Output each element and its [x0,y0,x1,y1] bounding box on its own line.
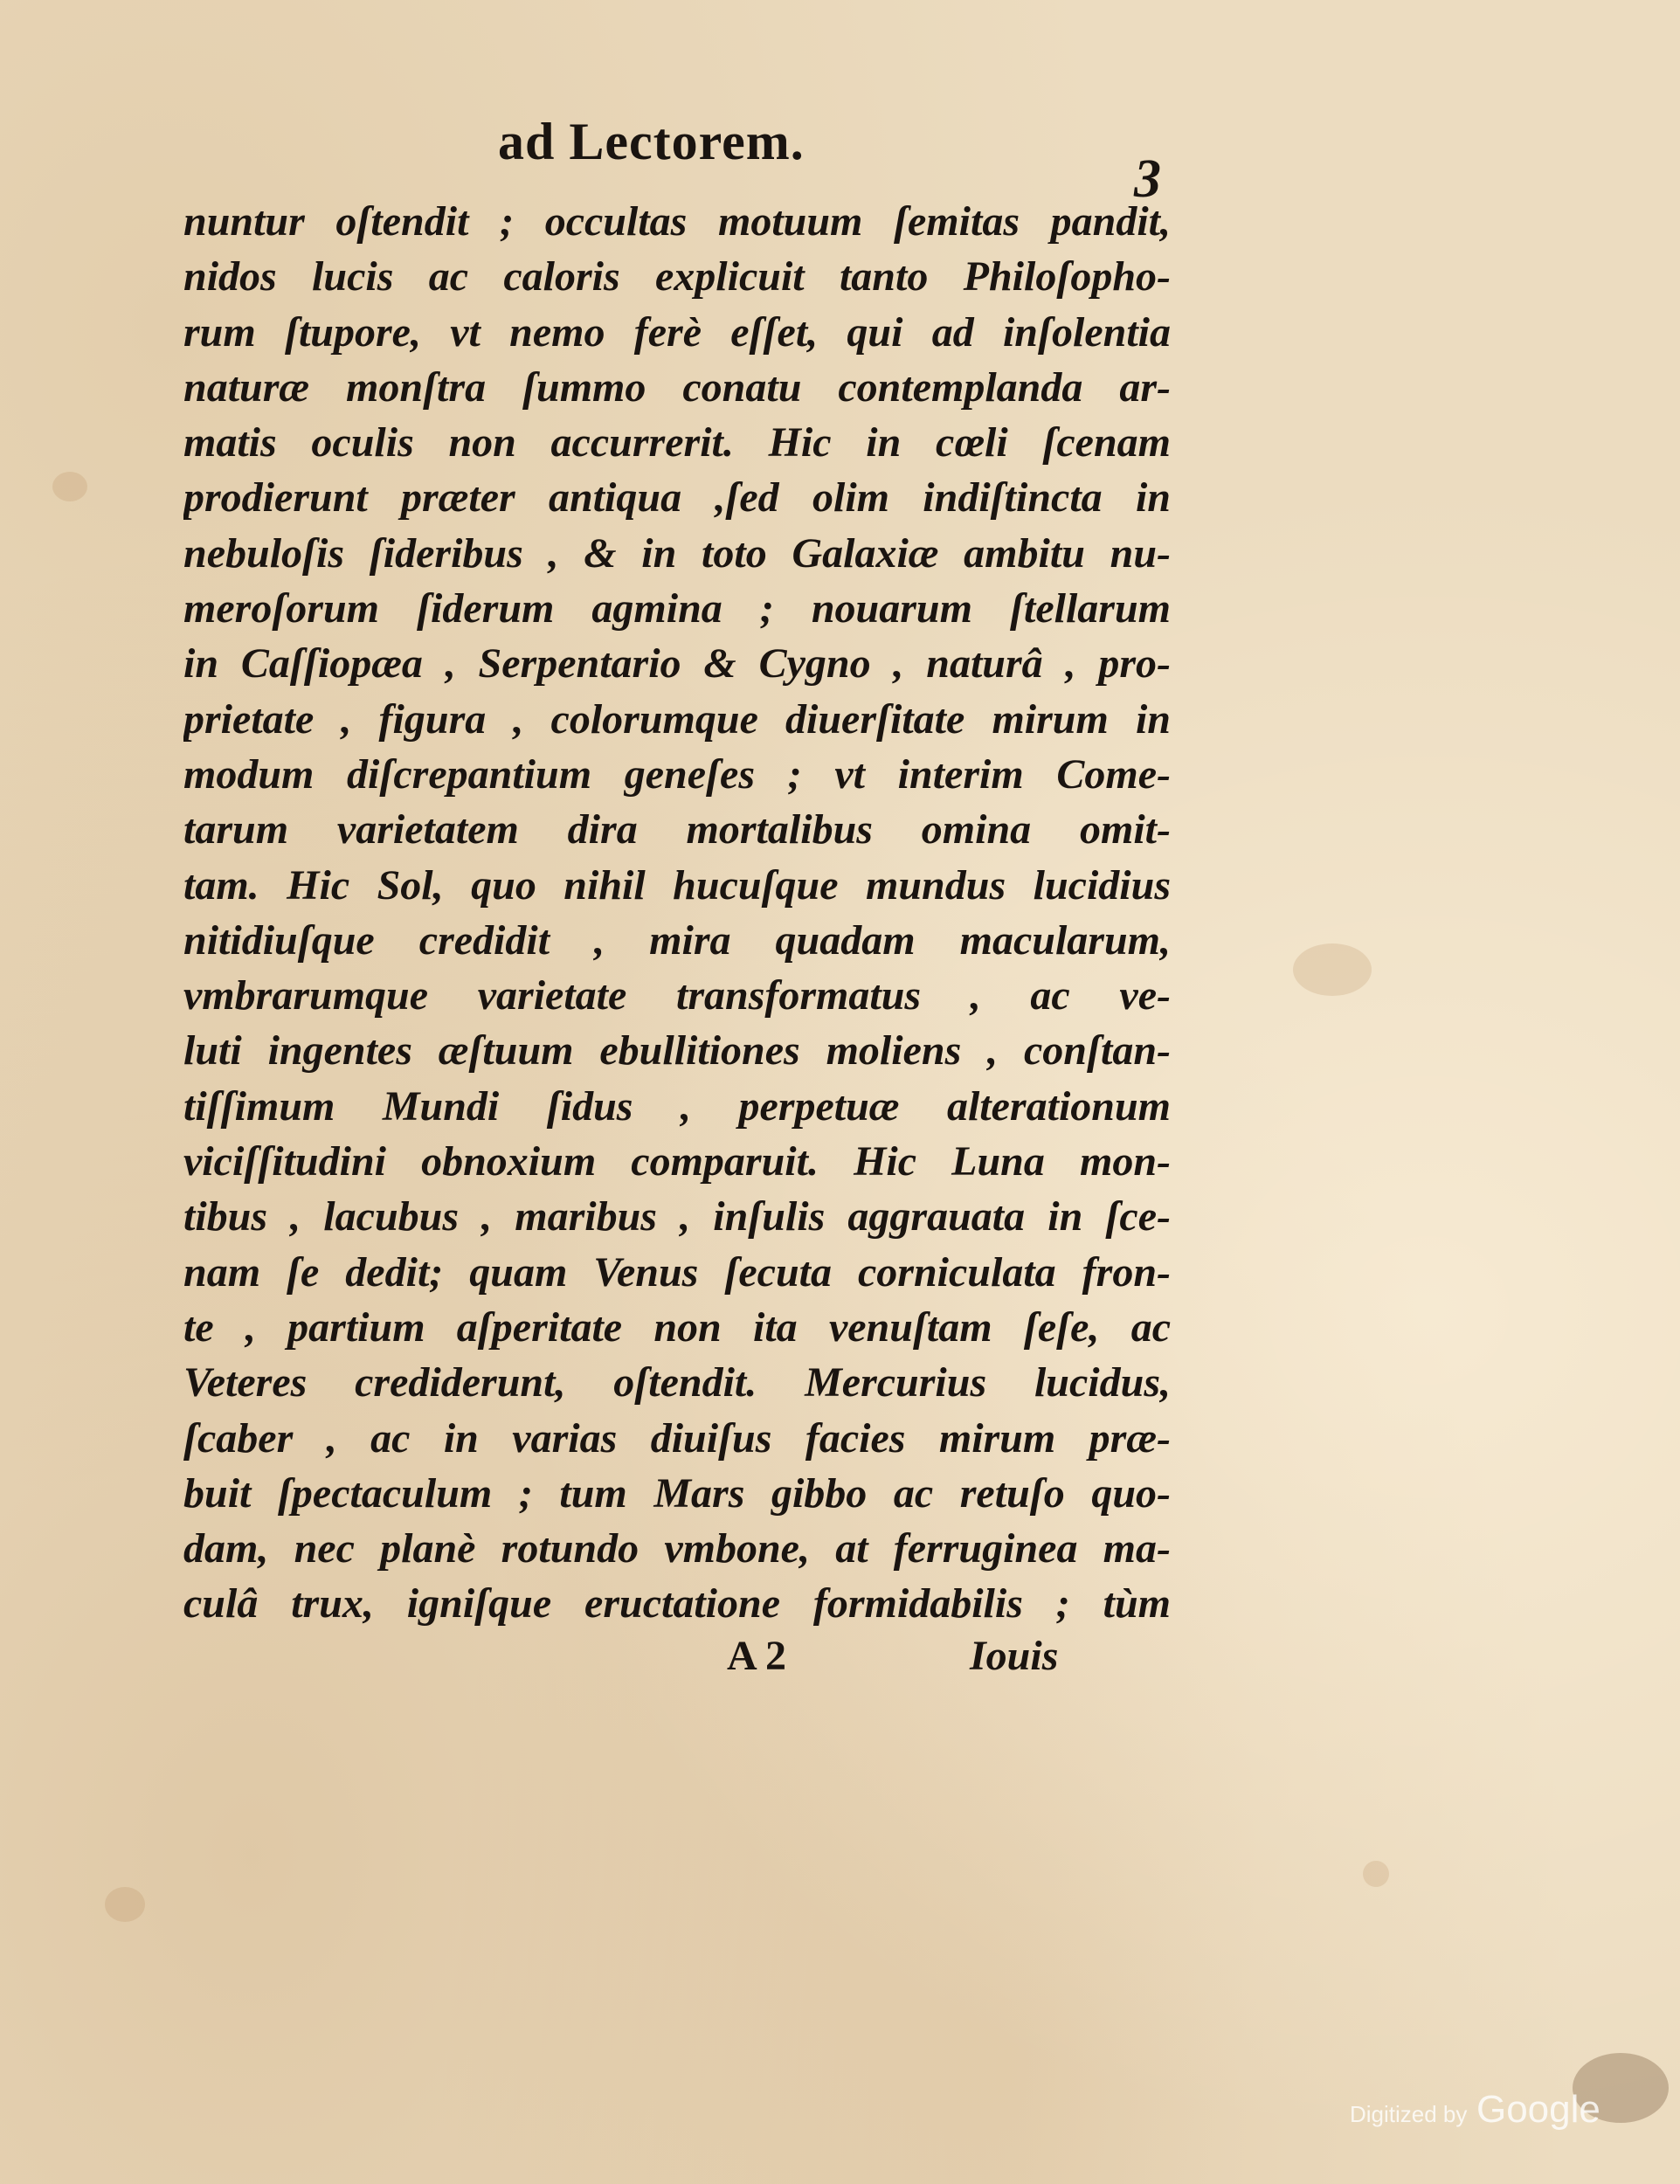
text-line: modum diſcrepantium geneſes ; vt interim Come- [183,750,1171,798]
text-line: buit ſpectaculum ; tum Mars gibbo ac retuſo quo- [183,1469,1171,1517]
text-line: Veteres crediderunt, oſtendit. Mercurius lucidus, [183,1359,1171,1406]
text-line: ſcaber , ac in varias diuiſus facies mirum præ- [183,1414,1171,1462]
text-line: nitidiuſque credidit , mira quadam macularum, [183,916,1171,964]
text-line: nam ſe dedit; quam Venus ſecuta corniculata fron- [183,1248,1171,1296]
text-line: naturæ monſtra ſummo conatu contemplanda ar- [183,363,1171,411]
text-line: tibus , lacubus , maribus , inſulis aggrauata in ſce- [183,1193,1171,1241]
text-line: matis oculis non accurrerit. Hic in cœli ſcenam [183,419,1171,467]
text-line: tarum varietatem dira mortalibus omina omit- [183,806,1171,854]
text-line: nebuloſis ſideribus , & in toto Galaxiæ ambitu nu- [183,529,1171,577]
text-line: prodierunt præter antiqua ,ſed olim indiſtincta in [183,474,1171,522]
page-number: 3 [1134,149,1161,209]
body-text [183,194,1171,1632]
foxing-spot [1293,943,1372,996]
foxing-spot [1363,1861,1389,1887]
text-line: meroſorum ſiderum agmina ; nouarum ſtellarum [183,585,1171,632]
text-line: in Caſſiopæa , Serpentario & Cygno , naturâ , pro- [183,640,1171,688]
text-line: te , partium aſperitate non ita venuſtam ſeſe, ac [183,1303,1171,1351]
catchword: Iouis [970,1633,1059,1679]
digitized-watermark [1350,2088,1600,2132]
foxing-spot [105,1887,145,1922]
text-line: nuntur oſtendit ; occultas motuum ſemitas pandit, [183,198,1171,245]
text-line: viciſſitudini obnoxium comparuit. Hic Luna mon- [183,1138,1171,1185]
watermark-brand: Google [1476,2088,1600,2131]
text-line: dam, nec planè rotundo vmbone, at ferruginea ma- [183,1525,1171,1572]
foxing-spot [52,472,87,501]
text-line: prietate , figura , colorumque diuerſitate mirum in [183,695,1171,743]
watermark-prefix: Digitized by [1350,2101,1468,2127]
text-line: tam. Hic Sol, quo nihil hucuſque mundus lucidius [183,861,1171,909]
text-line: luti ingentes æſtuum ebullitiones moliens , conſtan- [183,1027,1171,1075]
text-line: nidos lucis ac caloris explicuit tanto Philoſopho- [183,253,1171,301]
running-head: ad Lectorem. [498,113,805,170]
signature-mark: A 2 [727,1633,787,1679]
text-line: tiſſimum Mundi ſidus , perpetuæ alterationum [183,1082,1171,1130]
text-line: rum ſtupore, vt nemo ferè eſſet, qui ad inſolentia [183,308,1171,356]
text-line: vmbrarumque varietate transformatus , ac ve- [183,972,1171,1019]
text-line: culâ trux, igniſque eructatione formidabilis ; tùm [183,1580,1171,1628]
